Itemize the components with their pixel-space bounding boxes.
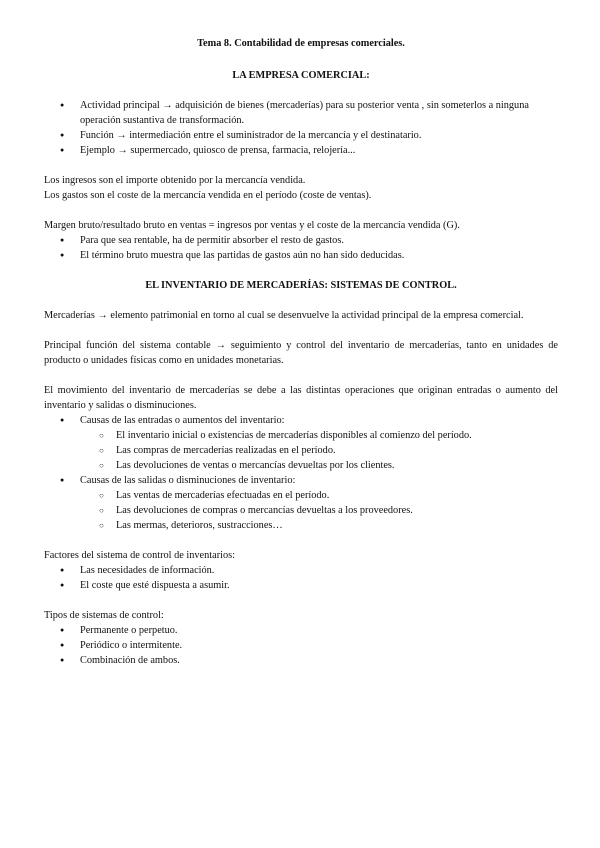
entradas-sublist <box>44 428 558 473</box>
mercaderias-paragraph: Mercaderías → elemento patrimonial en torno al cual se desenvuelve la actividad principal de la empresa comercial. <box>44 310 524 321</box>
document-title: Tema 8. Contabilidad de empresas comerciales. <box>197 38 405 49</box>
list-item: ● Actividad principal → adquisición de bienes (mercaderías) para su posterior venta , sin someterlos a ninguna operación sustantiva de transformación. <box>44 98 558 128</box>
sublist-item: ○ Las devoluciones de ventas o mercancías devueltas por los clientes. <box>44 458 558 473</box>
causas-entradas-label: Causas de las entradas o aumentos del inventario: <box>80 415 285 426</box>
document-page <box>44 30 558 668</box>
ingresos-line: Los ingresos son el importe obtenido por la mercancía vendida. <box>44 175 306 186</box>
margen-line: Margen bruto/resultado bruto en ventas = ingresos por ventas y el coste de la mercancía vendida (G). <box>44 220 460 231</box>
list-item-salidas <box>44 473 558 488</box>
margen-list <box>44 233 558 263</box>
list-item: ● Ejemplo → supermercado, quiosco de prensa, farmacia, relojería... <box>44 143 558 158</box>
gastos-line: Los gastos son el coste de la mercancía vendida en el período (coste de ventas). <box>44 190 372 201</box>
sublist-item: ○ Las ventas de mercaderías efectuadas en el período. <box>44 488 558 503</box>
list-item: ● Periódico o intermitente. <box>44 638 558 653</box>
section-heading-inventario: EL INVENTARIO DE MERCADERÍAS: SISTEMAS DE CONTROL. <box>145 280 457 291</box>
funcion-paragraph: Principal función del sistema contable → seguimiento y control del inventario de mercaderías, tanto en unidades de producto o unidades físicas como en unidades monetarias. <box>44 340 558 366</box>
sublist-item: ○ El inventario inicial o existencias de mercaderías disponibles al comienzo del período. <box>44 428 558 443</box>
causas-salidas-label: Causas de las salidas o disminuciones de inventario: <box>80 475 296 486</box>
factores-list <box>44 563 558 593</box>
sublist-item: ○ Las mermas, deterioros, sustracciones… <box>44 518 558 533</box>
causas-list <box>44 413 558 428</box>
list-item: ● Para que sea rentable, ha de permitir absorber el resto de gastos. <box>44 233 558 248</box>
list-item: ● Permanente o perpetuo. <box>44 623 558 638</box>
empresa-comercial-list <box>44 98 558 158</box>
factores-heading: Factores del sistema de control de inventarios: <box>44 550 236 561</box>
salidas-sublist <box>44 488 558 533</box>
sublist-item: ○ Las devoluciones de compras o mercancías devueltas a los proveedores. <box>44 503 558 518</box>
section-heading-empresa-comercial: LA EMPRESA COMERCIAL: <box>232 70 370 81</box>
sublist-item: ○ Las compras de mercaderías realizadas en el período. <box>44 443 558 458</box>
list-item-entradas <box>44 413 558 428</box>
tipos-heading: Tipos de sistemas de control: <box>44 610 164 621</box>
list-item: ● Las necesidades de información. <box>44 563 558 578</box>
list-item: ● El término bruto muestra que las partidas de gastos aún no han sido deducidas. <box>44 248 558 263</box>
tipos-list <box>44 623 558 668</box>
list-item: ● El coste que esté dispuesta a asumir. <box>44 578 558 593</box>
list-item: ● Función → intermediación entre el suministrador de la mercancía y el destinatario. <box>44 128 558 143</box>
causas-salidas-list <box>44 473 558 488</box>
movimiento-paragraph: El movimiento del inventario de mercaderías se debe a las distintas operaciones que originan entradas o aumento del inventario y salidas o disminuciones. <box>44 385 558 411</box>
list-item: ● Combinación de ambos. <box>44 653 558 668</box>
